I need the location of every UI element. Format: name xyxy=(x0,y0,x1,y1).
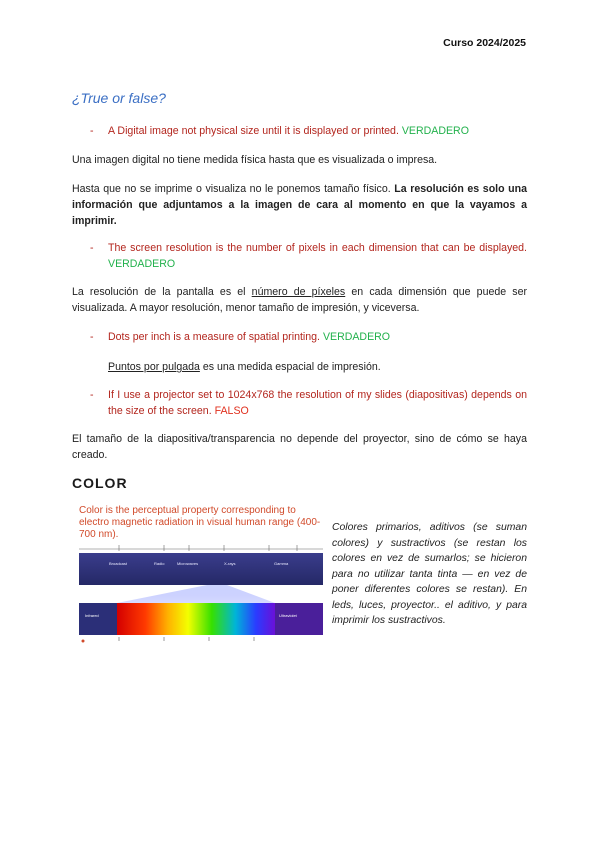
svg-text:X-rays: X-rays xyxy=(224,561,236,566)
course-label: Curso 2024/2025 xyxy=(443,37,526,49)
verdict-badge: VERDADERO xyxy=(401,125,469,137)
statement-text: A Digital image not physical size until it is displayed or printed. xyxy=(108,125,399,137)
statement-text: Dots per inch is a measure of spatial printing. xyxy=(108,331,320,343)
verdict-badge: VERDADERO xyxy=(322,331,391,343)
paragraph-text: Hasta que no se imprime o visualiza no le ponemos tamaño físico. xyxy=(72,183,391,195)
spectrum-diagram xyxy=(79,505,323,651)
bullet-dash: - xyxy=(90,125,94,137)
bullet-dash: - xyxy=(90,331,94,343)
paragraph-text: es una medida espacial de impresión. xyxy=(202,361,381,373)
figure-caption: Color is the perceptual property corresponding to electro magnetic radiation in visual human range (400-700 nm). xyxy=(79,505,321,540)
svg-text:Ultraviolet: Ultraviolet xyxy=(279,613,297,618)
list-item xyxy=(90,123,527,139)
bullet-dash: - xyxy=(90,242,94,254)
paragraph-text: en cada dimensión que puede ser visualizada. A mayor resolución, menor tamaño de impresión, y viceversa. xyxy=(72,286,528,314)
svg-text:Broadcast: Broadcast xyxy=(109,561,128,566)
underlined-term: Puntos por pulgada xyxy=(108,361,200,373)
section-heading-color: COLOR xyxy=(72,475,128,491)
wavelength-scale xyxy=(79,545,323,551)
verdict-badge: FALSO xyxy=(214,405,249,417)
paragraph-text: La resolución de la pantalla es el xyxy=(72,286,246,298)
paragraph: El tamaño de la diapositiva/transparencia no depende del proyector, sino de cómo se haya creado. xyxy=(72,433,527,461)
paragraph: Una imagen digital no tiene medida física hasta que es visualizada o impresa. xyxy=(72,154,438,166)
visible-light-beam xyxy=(117,585,275,603)
visible-spectrum-gradient xyxy=(117,603,275,635)
bullet-dash: - xyxy=(90,389,94,401)
em-spectrum-band xyxy=(79,553,323,585)
spectrum-figure xyxy=(79,505,323,651)
list-item xyxy=(90,387,527,419)
section-title-true-false: ¿True or false? xyxy=(72,90,166,106)
svg-text:Radio: Radio xyxy=(154,561,165,566)
paragraph xyxy=(72,181,527,229)
paragraph xyxy=(72,284,527,316)
statement-text: The screen resolution is the number of pixels in each dimension that can be displayed. xyxy=(108,242,527,254)
svg-text:Gamma: Gamma xyxy=(274,561,289,566)
paragraph xyxy=(108,359,527,375)
paragraph-bold-text: La resolución es solo una información que adjuntamos a la imagen de cara al momento en que la vayamos a imprimir. xyxy=(72,183,528,227)
list-item xyxy=(90,240,527,272)
svg-text:Infrared: Infrared xyxy=(85,613,99,618)
verdict-badge: VERDADERO xyxy=(108,258,176,270)
underlined-term: número de píxeles xyxy=(251,286,346,298)
color-note: Colores primarios, aditivos (se suman colores) y sustractivos (se restan los colores en vez de sumarlos; se hicieron para no utilizar tanta tinta — en vez de poner diferentes colores se restan). En leds, luces, proyector.. el aditivo, y para imprimir los sustractivos. xyxy=(332,522,527,626)
list-item xyxy=(90,329,527,345)
statement-text: If I use a projector set to 1024x768 the resolution of my slides (diapositivas) depends on the size of the screen. xyxy=(108,389,527,417)
svg-text:Microwaves: Microwaves xyxy=(177,561,199,566)
